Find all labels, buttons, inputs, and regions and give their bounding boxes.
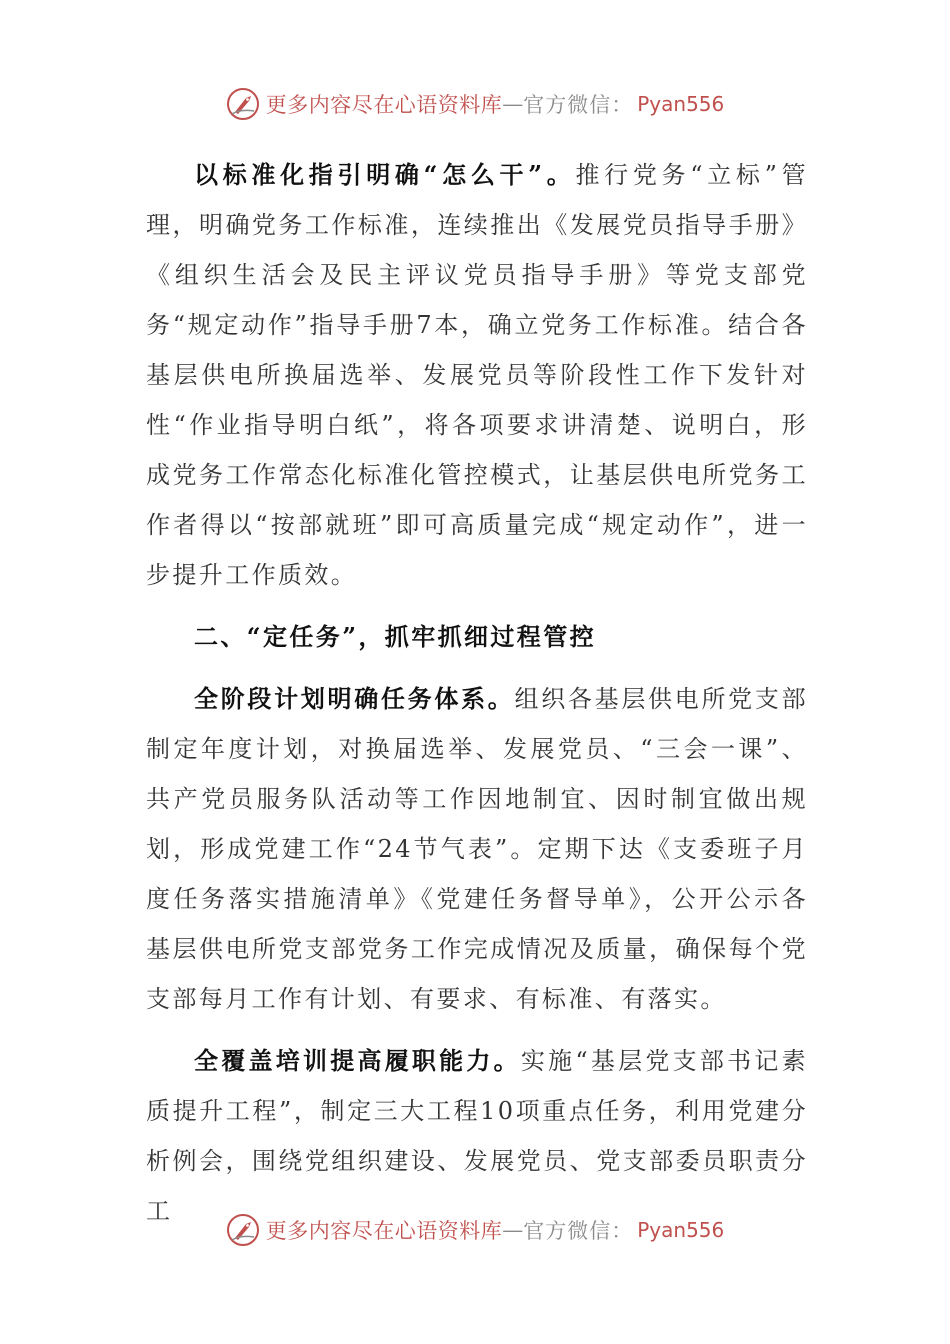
banner-wechat-label: 官方微信： bbox=[523, 93, 634, 117]
paragraph-training bbox=[146, 1036, 808, 1236]
paragraph-lead: 全覆盖培训提高履职能力。 bbox=[194, 1046, 521, 1075]
paragraph-text: 实施“基层党支部书记素质提升工程”，制定三大工程10项重点任务，利用党建分析例会，围绕党组织建设、发展党员、党支部委员职责分工 bbox=[146, 1047, 808, 1225]
footer-banner bbox=[0, 1210, 950, 1250]
banner-wechat-id: Pyan556 bbox=[637, 1218, 725, 1242]
banner-main-text: 更多内容尽在心语资料库 bbox=[265, 93, 503, 117]
banner-main-text: 更多内容尽在心语资料库 bbox=[265, 1219, 503, 1243]
header-banner bbox=[0, 84, 950, 124]
banner-wechat-label: 官方微信： bbox=[523, 1219, 634, 1243]
banner-separator: — bbox=[502, 1218, 524, 1242]
paragraph-task-system bbox=[146, 674, 808, 1024]
banner-separator: — bbox=[502, 92, 524, 116]
banner-wechat-id: Pyan556 bbox=[637, 92, 725, 116]
paragraph-text: 推行党务“立标”管理，明确党务工作标准，连续推出《发展党员指导手册》《组织生活会及民主评议党员指导手册》等党支部党务“规定动作”指导手册7本，确立党务工作标准。结合各基层供电所换届选举、发展党员等阶段性工作下发针对性“作业指导明白纸”，将各项要求讲清楚、说明白，形成党务工作常态化标准化管控模式，让基层供电所党务工作者得以“按部就班”即可高质量完成“规定动作”，进一步提升工作质效。 bbox=[146, 161, 808, 589]
paragraph-lead: 以标准化指引明确“怎么干”。 bbox=[194, 160, 576, 189]
paragraph-standardization bbox=[146, 150, 808, 600]
pen-nib-logo-icon bbox=[226, 1213, 260, 1247]
paragraph-lead: 全阶段计划明确任务体系。 bbox=[194, 684, 515, 713]
document-body bbox=[146, 150, 808, 1236]
section-heading: 二、“定任务”，抓牢抓细过程管控 bbox=[194, 622, 597, 651]
pen-nib-logo-icon bbox=[226, 87, 260, 121]
paragraph-text: 组织各基层供电所党支部制定年度计划，对换届选举、发展党员、“三会一课”、共产党员服务队活动等工作因地制宜、因时制宜做出规划，形成党建工作“24节气表”。定期下达《支委班子月度任务落实措施清单》《党建任务督导单》，公开公示各基层供电所党支部党务工作完成情况及质量，确保每个党支部每月工作有计划、有要求、有标准、有落实。 bbox=[146, 685, 808, 1013]
